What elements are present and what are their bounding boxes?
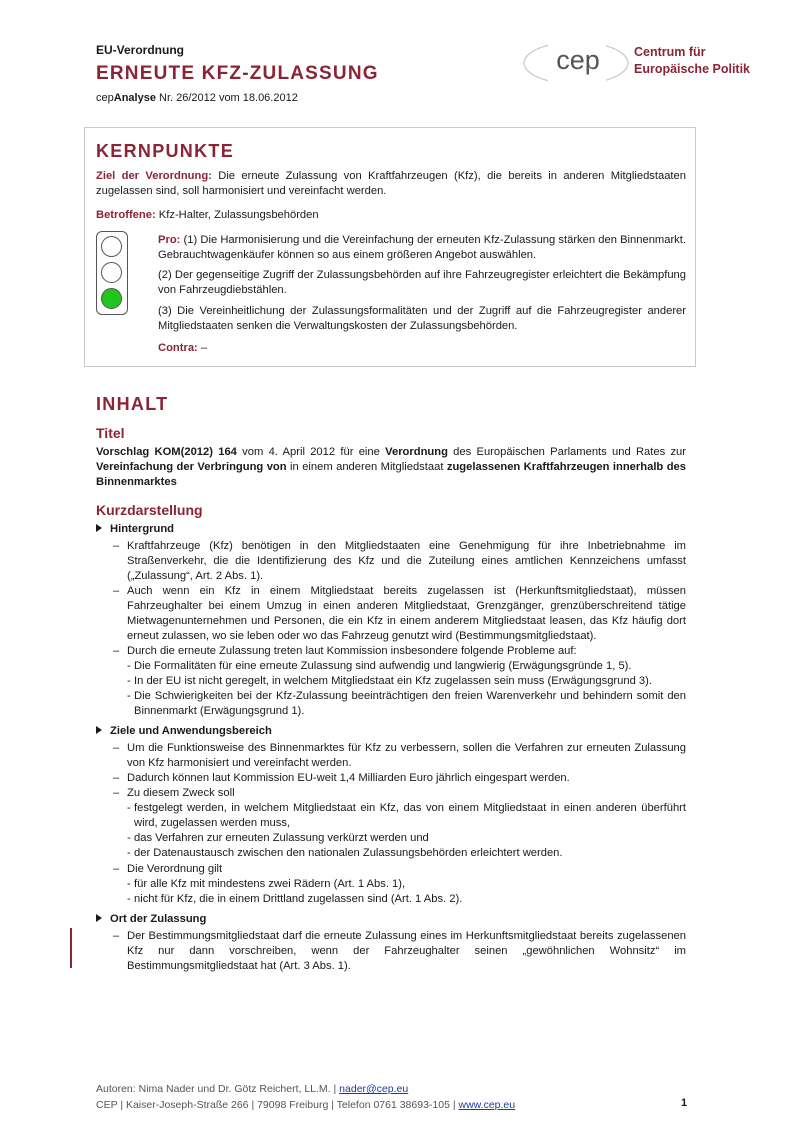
pro-point-1 (158, 233, 686, 263)
goals-sub-3: der Datenaustausch zwischen den nationalen Zulassungsbehörden erleichtert werden. (134, 847, 563, 859)
sub-bullet: - (127, 878, 131, 890)
goals-item-3: Zu diesem Zweck soll (127, 787, 235, 799)
goals-section-heading (96, 725, 272, 737)
title-heading: Titel (96, 425, 125, 441)
dash-bullet: – (113, 772, 120, 784)
traffic-light-top-lamp (101, 236, 122, 257)
footer (96, 1081, 515, 1113)
title-run: vom 4. April 2012 für eine (236, 446, 386, 458)
dash-bullet: – (113, 540, 120, 552)
goals-item-2: Dadurch können laut Kommission EU-weit 1,4 Milliarden Euro jährlich eingespart werden. (127, 772, 570, 784)
org-name-line1: Centrum für (634, 45, 706, 59)
dash-bullet: – (113, 645, 120, 657)
dash-bullet: – (113, 742, 120, 754)
title-paragraph (96, 445, 686, 490)
issue-bold: Analyse (113, 92, 156, 104)
pro-point-3: (3) Die Vereinheitlichung der Zulassungsformalitäten und der Zugriff auf die Fahrzeugregister anderer Mitgliedstaaten senken die Verwaltungskosten der Zulassungsbehörden. (158, 305, 686, 332)
background-sub-1: Die Formalitäten für eine erneute Zulassung sind aufwendig und langwierig (Erwägungsgründe 1, 5). (134, 660, 632, 672)
affected-label: Betroffene: (96, 209, 156, 221)
traffic-light-middle-lamp (101, 262, 122, 283)
title-run: Vorschlag KOM(2012) 164 (96, 446, 237, 458)
title-run: Vereinfachung der Verbringung von (96, 461, 287, 473)
sub-bullet: - (127, 690, 131, 702)
triangle-bullet-icon (96, 524, 102, 532)
document-title: ERNEUTE KFZ-ZULASSUNG (96, 63, 379, 84)
page-number: 1 (681, 1097, 688, 1109)
background-item-3: Durch die erneute Zulassung treten laut Kommission insbesondere folgende Probleme auf: (127, 645, 577, 657)
background-section-heading (96, 523, 174, 535)
location-section-heading (96, 913, 206, 925)
goals-heading-text: Ziele und Anwendungsbereich (110, 725, 272, 737)
footer-authors: Autoren: Nima Nader und Dr. Götz Reichert, LL.M. | (96, 1083, 340, 1095)
affected-paragraph (96, 208, 686, 223)
sub-bullet: - (127, 847, 131, 859)
background-sub-3: Die Schwierigkeiten bei der Kfz-Zulassung beeinträchtigen den freien Warenverkehr und behindern somit den Binnenmarkt (Erwägungsgrund 1). (134, 690, 686, 717)
dash-bullet: – (113, 863, 120, 875)
footer-authors-line (96, 1081, 515, 1097)
contra-text: – (197, 342, 208, 354)
sub-bullet: - (127, 675, 131, 687)
title-run: zugelassenen Kraftfahrzeugen innerhalb des Binnenmarktes (96, 461, 686, 488)
pro-point-2: (2) Der gegenseitige Zugriff der Zulassungsbehörden auf ihre Fahrzeugregister erleichtert die Bekämpfung von Fahrzeugdiebstählen. (158, 269, 686, 296)
affected-text: Kfz-Halter, Zulassungsbehörden (155, 209, 319, 221)
background-item-2: Auch wenn ein Kfz in einem Mitgliedstaat bereits zugelassen ist (Herkunftsmitgliedstaat), müssen Fahrzeughalter bei einem Umzug in einen anderen Mitgliedstaat, Grenzgänger, grenzüberschreitend tätige Mietwagenunternehmen und Personen, die ein Kfz in einem anderem Mitgliedstaat leasen, das Kfz häufig dort erneut zulassen, wo sie leben oder wo das Fahrzeug genutzt wird (Bestimmungsmitgliedstaat). (127, 585, 686, 642)
goals-sub-1: festgelegt werden, in welchem Mitgliedstaat ein Kfz, das von einem Mitgliedstaat in einen anderen überführt wird, zugelassen werden muss, (134, 802, 686, 829)
dash-bullet: – (113, 585, 120, 597)
sub-bullet: - (127, 802, 131, 814)
summary-heading: Kurzdarstellung (96, 502, 203, 518)
location-item-1: Der Bestimmungsmitgliedstaat darf die erneute Zulassung eines im Herkunftsmitgliedstaat bereits zugelassenen Kfz nur dann vorschreiben, wenn der Fahrzeughalter seinen „gewöhnlichen Wohnsitz“ im Bestimmungsmitgliedstaat hat (Art. 3 Abs. 1). (127, 930, 686, 972)
content-heading: INHALT (96, 394, 169, 414)
traffic-light-green-lamp (101, 288, 122, 309)
goals-sub-4: für alle Kfz mit mindestens zwei Rädern (Art. 1 Abs. 1), (134, 878, 406, 890)
key-points-heading: KERNPUNKTE (96, 141, 235, 161)
change-marker (70, 928, 72, 968)
goal-paragraph (96, 169, 686, 199)
sub-bullet: - (127, 660, 131, 672)
pro-label: Pro: (158, 234, 181, 246)
footer-address-line (96, 1097, 515, 1113)
goal-label: Ziel der Verordnung: (96, 170, 212, 182)
org-name (634, 44, 750, 78)
contra-point (158, 341, 686, 356)
title-run: des Europäischen Parlaments und Rates zur (447, 446, 686, 458)
pro-1-text: (1) Die Harmonisierung und die Vereinfachung der erneuten Kfz-Zulassung stärken den Binnenmarkt. Gebrauchtwagenkäufer können so aus einem größeren Angebot auswählen. (158, 234, 686, 261)
background-heading-text: Hintergrund (110, 523, 175, 535)
title-run: Verordnung (385, 446, 448, 458)
cep-logo-text: cep (556, 45, 600, 75)
org-name-line2: Europäische Politik (634, 62, 751, 76)
document-category: EU-Verordnung (96, 43, 185, 57)
website-link[interactable]: www.cep.eu (458, 1099, 516, 1111)
dash-bullet: – (113, 787, 120, 799)
issue-rest: Nr. 26/2012 vom 18.06.2012 (155, 92, 298, 104)
background-item-1: Kraftfahrzeuge (Kfz) benötigen in den Mitgliedstaaten eine Genehmigung für ihre Inbetriebnahme im Straßenverkehr, die die Identifizierung des Kfz und die Zuteilung eines amtlichen Kennzeichens umfasst („Zulassung“, Art. 2 Abs. 1). (127, 540, 686, 582)
triangle-bullet-icon (96, 914, 102, 922)
triangle-bullet-icon (96, 726, 102, 734)
traffic-light-icon (96, 231, 128, 315)
dash-bullet: – (113, 930, 120, 942)
issue-line (96, 92, 298, 104)
goals-sub-2: das Verfahren zur erneuten Zulassung verkürzt werden und (134, 832, 429, 844)
background-sub-2: In der EU ist nicht geregelt, in welchem Mitgliedstaat ein Kfz zugelassen sein muss (Erwägungsgrund 3). (134, 675, 652, 687)
goals-item-4: Die Verordnung gilt (127, 863, 223, 875)
cep-logo-mark (518, 38, 638, 88)
goals-sub-5: nicht für Kfz, die in einem Drittland zugelassen sind (Art. 1 Abs. 2). (134, 893, 463, 905)
footer-address: CEP | Kaiser-Joseph-Straße 266 | 79098 Freiburg | Telefon 0761 38693-105 | (96, 1099, 459, 1111)
sub-bullet: - (127, 832, 131, 844)
location-heading-text: Ort der Zulassung (110, 913, 207, 925)
goals-item-1: Um die Funktionsweise des Binnenmarktes für Kfz zu verbessern, sollen die Verfahren zur erneuten Zulassung von Kfz harmonisiert und vereinfacht werden. (127, 742, 686, 769)
title-run: in einem anderen Mitgliedstaat (286, 461, 447, 473)
contra-label: Contra: (158, 342, 198, 354)
sub-bullet: - (127, 893, 131, 905)
author-email-link[interactable]: nader@cep.eu (339, 1083, 409, 1095)
goal-text: Die erneute Zulassung von Kraftfahrzeugen (Kfz), die bereits in anderen Mitgliedstaaten zugelassen sind, soll harmonisiert und vereinfacht werden. (96, 170, 686, 197)
issue-prefix: cep (96, 92, 114, 104)
